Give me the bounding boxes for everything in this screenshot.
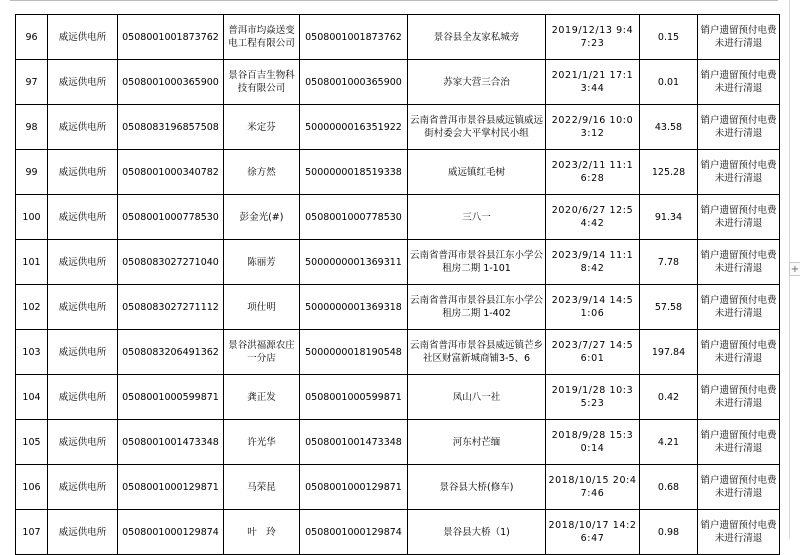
cell-status: 销户遗留预付电费未进行清退 — [698, 195, 780, 240]
cell-status: 销户遗留预付电费未进行清退 — [698, 150, 780, 195]
cell-seq: 101 — [16, 240, 48, 285]
cell-status: 销户遗留预付电费未进行清退 — [698, 510, 780, 555]
cell-unit: 威远供电所 — [48, 105, 118, 150]
cell-seq: 104 — [16, 375, 48, 420]
cell-timestamp: 2018/10/15 20:47:46 — [546, 465, 640, 510]
cell-amount: 0.01 — [640, 60, 698, 105]
cell-account-number: 0508001000599871 — [118, 375, 224, 420]
cell-timestamp: 2023/2/11 11:16:28 — [546, 150, 640, 195]
cell-customer-name: 景谷洪福源农庄一分店 — [224, 330, 300, 375]
cell-address: 景谷县大桥（1) — [408, 510, 546, 555]
cell-status: 销户遗留预付电费未进行清退 — [698, 15, 780, 60]
cell-seq: 103 — [16, 330, 48, 375]
cell-amount: 4.21 — [640, 420, 698, 465]
cell-account-number: 0508083027271040 — [118, 240, 224, 285]
cell-amount: 197.84 — [640, 330, 698, 375]
cell-seq: 99 — [16, 150, 48, 195]
cell-amount: 0.42 — [640, 375, 698, 420]
cell-timestamp: 2021/1/21 17:13:44 — [546, 60, 640, 105]
cell-amount: 91.34 — [640, 195, 698, 240]
cell-unit: 威远供电所 — [48, 15, 118, 60]
cell-timestamp: 2023/7/27 14:56:01 — [546, 330, 640, 375]
cell-account-number: 0508001000129874 — [118, 510, 224, 555]
cell-meter-number: 5000000001369318 — [300, 285, 408, 330]
cell-customer-name: 徐方然 — [224, 150, 300, 195]
cell-customer-name: 米定芬 — [224, 105, 300, 150]
cell-meter-number: 5000000018519338 — [300, 150, 408, 195]
cell-status: 销户遗留预付电费未进行清退 — [698, 285, 780, 330]
cell-account-number: 0508083027271112 — [118, 285, 224, 330]
cell-timestamp: 2022/9/16 10:03:12 — [546, 105, 640, 150]
cell-unit: 威远供电所 — [48, 510, 118, 555]
cell-unit: 威远供电所 — [48, 420, 118, 465]
table-row — [16, 465, 780, 510]
cell-amount: 125.28 — [640, 150, 698, 195]
cell-customer-name: 叶 玲 — [224, 510, 300, 555]
refund-records-table — [15, 14, 780, 555]
cell-address: 云南省普洱市景谷县威远镇芒乡社区财富新城商铺3-5、6 — [408, 330, 546, 375]
table-row — [16, 240, 780, 285]
cell-meter-number: 0508001001473348 — [300, 420, 408, 465]
cell-amount: 43.58 — [640, 105, 698, 150]
table-body — [16, 15, 780, 555]
cell-customer-name: 马荣昆 — [224, 465, 300, 510]
cell-seq: 106 — [16, 465, 48, 510]
cell-customer-name: 普洱市均焱送变电工程有限公司 — [224, 15, 300, 60]
cell-unit: 威远供电所 — [48, 150, 118, 195]
cell-customer-name: 陈丽芳 — [224, 240, 300, 285]
cell-seq: 96 — [16, 15, 48, 60]
cell-customer-name: 项仕明 — [224, 285, 300, 330]
cell-timestamp: 2018/9/28 15:30:14 — [546, 420, 640, 465]
cell-seq: 102 — [16, 285, 48, 330]
cell-seq: 100 — [16, 195, 48, 240]
cell-meter-number: 5000000001369311 — [300, 240, 408, 285]
cell-status: 销户遗留预付电费未进行清退 — [698, 420, 780, 465]
cell-address: 云南省普洱市景谷县威远镇威远街村委会大平掌村民小组 — [408, 105, 546, 150]
cell-unit: 威远供电所 — [48, 60, 118, 105]
cell-status: 销户遗留预付电费未进行清退 — [698, 105, 780, 150]
cell-address: 凤山八一社 — [408, 375, 546, 420]
cell-amount: 0.15 — [640, 15, 698, 60]
cell-customer-name: 景谷百吉生物科技有限公司 — [224, 60, 300, 105]
cell-meter-number: 0508001000778530 — [300, 195, 408, 240]
cell-account-number: 0508001000365900 — [118, 60, 224, 105]
cell-seq: 97 — [16, 60, 48, 105]
cell-unit: 威远供电所 — [48, 465, 118, 510]
cell-amount: 0.98 — [640, 510, 698, 555]
table-row — [16, 420, 780, 465]
cell-status: 销户遗留预付电费未进行清退 — [698, 60, 780, 105]
cell-timestamp: 2023/9/14 14:51:06 — [546, 285, 640, 330]
cell-customer-name: 许光华 — [224, 420, 300, 465]
cell-account-number: 0508001000340782 — [118, 150, 224, 195]
cell-meter-number: 0508001001873762 — [300, 15, 408, 60]
table-row — [16, 195, 780, 240]
cell-address: 威远镇红毛树 — [408, 150, 546, 195]
table-row — [16, 15, 780, 60]
cell-address: 苏家大营三合治 — [408, 60, 546, 105]
cell-unit: 威远供电所 — [48, 240, 118, 285]
table-row — [16, 105, 780, 150]
cell-unit: 威远供电所 — [48, 330, 118, 375]
cell-meter-number: 0508001000129871 — [300, 465, 408, 510]
cell-timestamp: 2023/9/14 11:18:42 — [546, 240, 640, 285]
cell-meter-number: 0508001000599871 — [300, 375, 408, 420]
cell-seq: 98 — [16, 105, 48, 150]
cell-meter-number: 0508001000365900 — [300, 60, 408, 105]
cell-amount: 0.68 — [640, 465, 698, 510]
table-row — [16, 60, 780, 105]
cell-account-number: 0508001001873762 — [118, 15, 224, 60]
cell-meter-number: 5000000016351922 — [300, 105, 408, 150]
cell-customer-name: 彭金光(#) — [224, 195, 300, 240]
cell-meter-number: 5000000018190548 — [300, 330, 408, 375]
cell-account-number: 0508001000778530 — [118, 195, 224, 240]
cell-seq: 107 — [16, 510, 48, 555]
cell-address: 云南省普洱市景谷县江东小学公租房二期 1-101 — [408, 240, 546, 285]
expand-side-button[interactable]: + — [790, 264, 800, 275]
cell-timestamp: 2019/1/28 10:35:23 — [546, 375, 640, 420]
cell-customer-name: 龚正发 — [224, 375, 300, 420]
cell-amount: 7.78 — [640, 240, 698, 285]
cell-timestamp: 2019/12/13 9:47:23 — [546, 15, 640, 60]
cell-status: 销户遗留预付电费未进行清退 — [698, 375, 780, 420]
cell-status: 销户遗留预付电费未进行清退 — [698, 330, 780, 375]
cell-account-number: 0508001000129871 — [118, 465, 224, 510]
cell-status: 销户遗留预付电费未进行清退 — [698, 240, 780, 285]
cell-unit: 威远供电所 — [48, 285, 118, 330]
cell-account-number: 0508083196857508 — [118, 105, 224, 150]
cell-address: 河东村芒缅 — [408, 420, 546, 465]
cell-address: 云南省普洱市景谷县江东小学公租房二期 1-402 — [408, 285, 546, 330]
cell-address: 景谷县全友家私城旁 — [408, 15, 546, 60]
cell-unit: 威远供电所 — [48, 375, 118, 420]
cell-meter-number: 0508001000129874 — [300, 510, 408, 555]
cell-unit: 威远供电所 — [48, 195, 118, 240]
table-row — [16, 330, 780, 375]
table-row — [16, 510, 780, 555]
cell-seq: 105 — [16, 420, 48, 465]
cell-address: 景谷县大桥(修车) — [408, 465, 546, 510]
cell-account-number: 0508083206491362 — [118, 330, 224, 375]
cell-status: 销户遗留预付电费未进行清退 — [698, 465, 780, 510]
cell-timestamp: 2018/10/17 14:26:47 — [546, 510, 640, 555]
cell-timestamp: 2020/6/27 12:54:42 — [546, 195, 640, 240]
cell-address: 三八一 — [408, 195, 546, 240]
table-row — [16, 375, 780, 420]
table-row — [16, 285, 780, 330]
cell-account-number: 0508001001473348 — [118, 420, 224, 465]
page-top-border — [10, 0, 778, 1]
table-row — [16, 150, 780, 195]
cell-amount: 57.58 — [640, 285, 698, 330]
